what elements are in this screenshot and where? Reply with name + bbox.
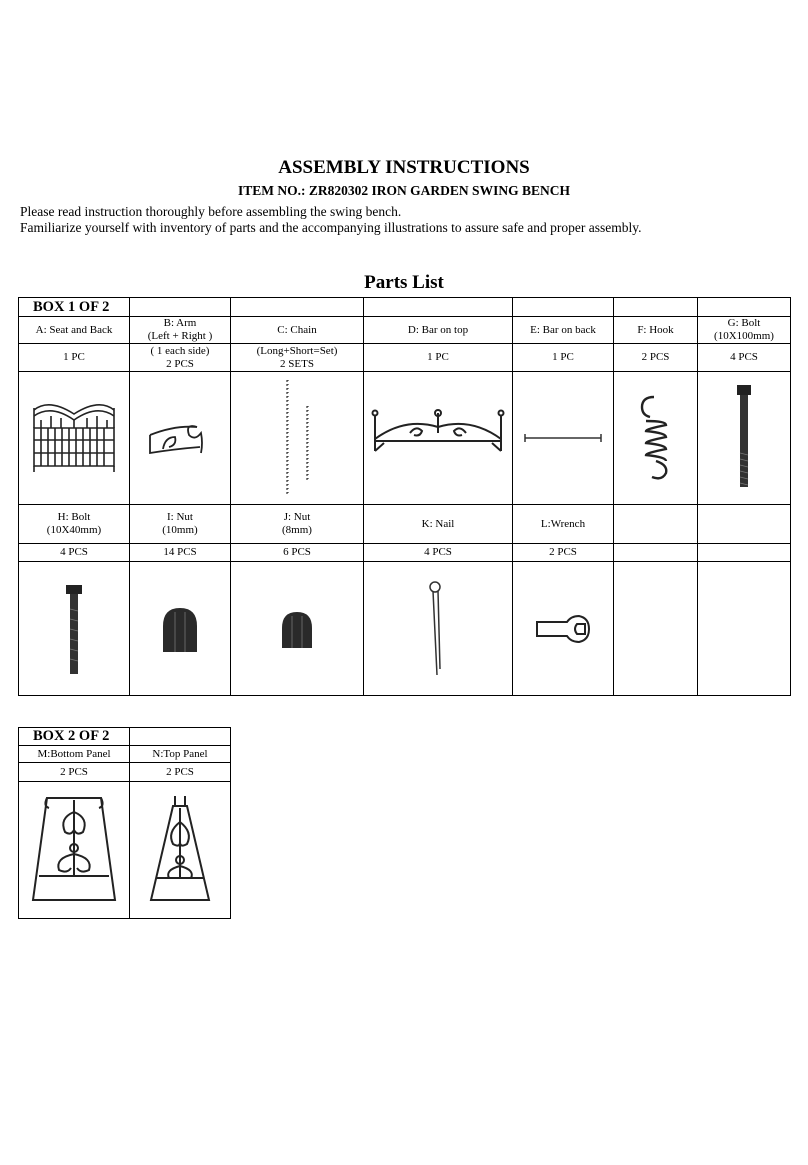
box-label: BOX 2 OF 2 <box>19 728 130 746</box>
nut-10mm-icon <box>130 562 231 696</box>
part-name-arm: B: Arm (Left + Right ) <box>130 317 231 344</box>
top-panel-icon <box>130 782 231 919</box>
part-name-long-bolt: G: Bolt (10X100mm) <box>698 317 791 344</box>
part-name-bar-on-back: E: Bar on back <box>513 317 614 344</box>
part-name-short-bolt: H: Bolt (10X40mm) <box>19 505 130 544</box>
box1-parts-table <box>18 297 791 696</box>
box-label: BOX 1 OF 2 <box>19 298 130 317</box>
part-qty: 2 PCS <box>19 763 130 782</box>
part-qty: 4 PCS <box>698 344 791 372</box>
part-name-bottom-panel: M:Bottom Panel <box>19 746 130 763</box>
document-title: ASSEMBLY INSTRUCTIONS <box>278 157 530 178</box>
part-name-seat-and-back: A: Seat and Back <box>19 317 130 344</box>
part-name-nut-8mm: J: Nut (8mm) <box>231 505 364 544</box>
part-qty: 2 PCS <box>130 763 231 782</box>
part-name-nail: K: Nail <box>364 505 513 544</box>
wrench-icon <box>513 562 614 696</box>
item-number: ITEM NO.: ZR820302 IRON GARDEN SWING BENCH <box>238 183 570 198</box>
nail-icon <box>364 562 513 696</box>
part-name-hook: F: Hook <box>614 317 698 344</box>
part-qty: 6 PCS <box>231 544 364 562</box>
part-qty: 14 PCS <box>130 544 231 562</box>
part-qty: ( 1 each side) 2 PCS <box>130 344 231 372</box>
intro-text <box>20 204 641 236</box>
part-qty: 1 PC <box>364 344 513 372</box>
bottom-panel-icon <box>19 782 130 919</box>
part-name-top-panel: N:Top Panel <box>130 746 231 763</box>
intro-line: Please read instruction thoroughly before assembling the swing bench. <box>20 204 402 219</box>
arm-icon <box>130 372 231 505</box>
part-qty: 1 PC <box>19 344 130 372</box>
bar-on-back-icon <box>513 372 614 505</box>
chain-icon <box>231 372 364 505</box>
box2-parts-table <box>18 727 231 919</box>
intro-line: Familiarize yourself with inventory of parts and the accompanying illustrations to assure safe and proper assembly. <box>20 220 642 235</box>
hook-icon <box>614 372 698 505</box>
part-qty: 1 PC <box>513 344 614 372</box>
part-name-bar-on-top: D: Bar on top <box>364 317 513 344</box>
part-name-nut-10mm: I: Nut (10mm) <box>130 505 231 544</box>
part-qty: 4 PCS <box>19 544 130 562</box>
part-name-chain: C: Chain <box>231 317 364 344</box>
part-qty: 4 PCS <box>364 544 513 562</box>
long-bolt-icon <box>698 372 791 505</box>
short-bolt-icon <box>19 562 130 696</box>
part-qty: 2 PCS <box>513 544 614 562</box>
part-qty: 2 PCS <box>614 344 698 372</box>
parts-list-title: Parts List <box>364 272 444 293</box>
part-qty: (Long+Short=Set) 2 SETS <box>231 344 364 372</box>
seat-and-back-icon <box>19 372 130 505</box>
bar-on-top-icon <box>364 372 513 505</box>
nut-8mm-icon <box>231 562 364 696</box>
part-name-wrench: L:Wrench <box>513 505 614 544</box>
